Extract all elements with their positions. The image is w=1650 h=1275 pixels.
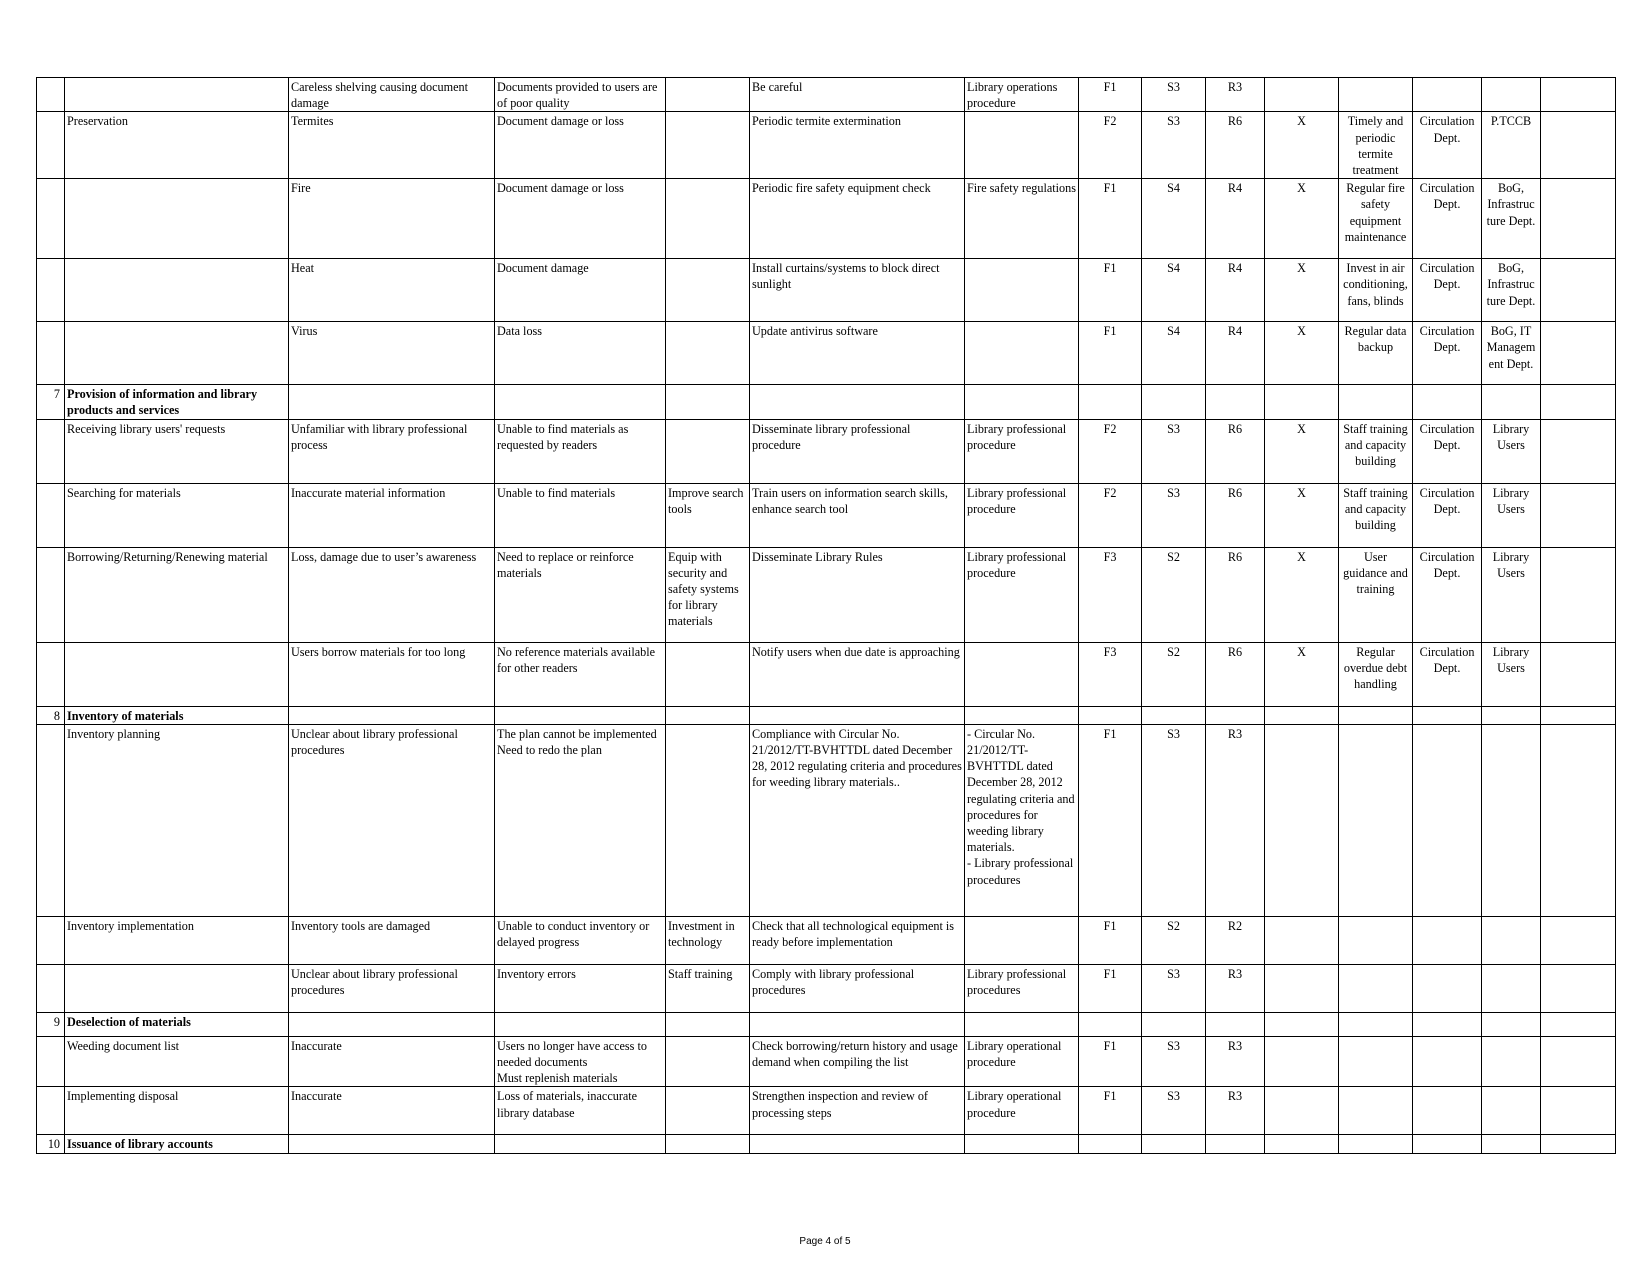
responsible-unit — [1413, 385, 1482, 419]
treatment-flag — [1265, 916, 1339, 964]
row-number: 10 — [37, 1135, 65, 1153]
treatment-action: Staff training and capacity building — [1339, 419, 1413, 483]
process-step: Inventory of materials — [65, 706, 289, 724]
control-measure: Strengthen inspection and review of processing steps — [750, 1087, 965, 1135]
treatment-flag — [1265, 1135, 1339, 1153]
frequency-rating — [1079, 706, 1142, 724]
severity-rating: S3 — [1142, 78, 1206, 112]
treatment-action — [1339, 1135, 1413, 1153]
responsible-unit: Circulation Dept. — [1413, 179, 1482, 259]
severity-rating — [1142, 1012, 1206, 1036]
coordinating-unit: Library Users — [1482, 483, 1541, 547]
reference-document: Library professional procedure — [965, 547, 1079, 642]
frequency-rating: F1 — [1079, 322, 1142, 385]
row-number — [37, 483, 65, 547]
coordinating-unit — [1482, 706, 1541, 724]
row-number — [37, 112, 65, 179]
row-number — [37, 259, 65, 322]
frequency-rating — [1079, 385, 1142, 419]
treatment-flag: X — [1265, 547, 1339, 642]
consequence: Inventory errors — [495, 964, 666, 1012]
preventive-measure — [666, 1087, 750, 1135]
risk-rating: R3 — [1206, 1036, 1265, 1087]
row-number — [37, 1036, 65, 1087]
reference-document — [965, 706, 1079, 724]
treatment-flag — [1265, 964, 1339, 1012]
risk-rating: R3 — [1206, 964, 1265, 1012]
treatment-action: Staff training and capacity building — [1339, 483, 1413, 547]
risk-register-table — [36, 77, 1616, 1154]
notes-cell — [1541, 385, 1616, 419]
process-step: Inventory implementation — [65, 916, 289, 964]
coordinating-unit: BoG, Infrastruc ture Dept. — [1482, 179, 1541, 259]
control-measure: Update antivirus software — [750, 322, 965, 385]
control-measure — [750, 706, 965, 724]
preventive-measure — [666, 642, 750, 706]
notes-cell — [1541, 322, 1616, 385]
risk-description: Inaccurate — [289, 1036, 495, 1087]
responsible-unit — [1413, 1036, 1482, 1087]
control-measure: Disseminate Library Rules — [750, 547, 965, 642]
row-number — [37, 419, 65, 483]
control-measure: Install curtains/systems to block direct sunlight — [750, 259, 965, 322]
responsible-unit — [1413, 78, 1482, 112]
coordinating-unit — [1482, 385, 1541, 419]
coordinating-unit — [1482, 1036, 1541, 1087]
treatment-flag — [1265, 1087, 1339, 1135]
table-row — [37, 724, 1616, 916]
treatment-flag: X — [1265, 179, 1339, 259]
reference-document: - Circular No. 21/2012/TT-BVHTTDL dated December 28, 2012 regulating criteria and procedures for weeding library materials. - Library professional procedures — [965, 724, 1079, 916]
control-measure: Periodic termite extermination — [750, 112, 965, 179]
table-row — [37, 547, 1616, 642]
table-row — [37, 916, 1616, 964]
process-step: Receiving library users' requests — [65, 419, 289, 483]
reference-document — [965, 259, 1079, 322]
table-row — [37, 259, 1616, 322]
reference-document: Library professional procedure — [965, 483, 1079, 547]
responsible-unit: Circulation Dept. — [1413, 547, 1482, 642]
control-measure — [750, 385, 965, 419]
consequence — [495, 1012, 666, 1036]
severity-rating: S3 — [1142, 1087, 1206, 1135]
severity-rating — [1142, 1135, 1206, 1153]
consequence: Data loss — [495, 322, 666, 385]
severity-rating: S2 — [1142, 547, 1206, 642]
reference-document — [965, 112, 1079, 179]
consequence: Unable to conduct inventory or delayed progress — [495, 916, 666, 964]
table-row — [37, 1087, 1616, 1135]
control-measure — [750, 1135, 965, 1153]
responsible-unit: Circulation Dept. — [1413, 483, 1482, 547]
frequency-rating — [1079, 1012, 1142, 1036]
coordinating-unit: P.TCCB — [1482, 112, 1541, 179]
table-row — [37, 419, 1616, 483]
notes-cell — [1541, 1135, 1616, 1153]
preventive-measure — [666, 1036, 750, 1087]
frequency-rating: F1 — [1079, 78, 1142, 112]
notes-cell — [1541, 1012, 1616, 1036]
treatment-action: Regular fire safety equipment maintenance — [1339, 179, 1413, 259]
responsible-unit: Circulation Dept. — [1413, 112, 1482, 179]
notes-cell — [1541, 179, 1616, 259]
consequence: The plan cannot be implemented Need to redo the plan — [495, 724, 666, 916]
notes-cell — [1541, 1087, 1616, 1135]
frequency-rating: F1 — [1079, 1087, 1142, 1135]
row-number: 7 — [37, 385, 65, 419]
severity-rating: S3 — [1142, 112, 1206, 179]
process-step: Issuance of library accounts — [65, 1135, 289, 1153]
process-step: Weeding document list — [65, 1036, 289, 1087]
treatment-flag: X — [1265, 322, 1339, 385]
risk-description: Careless shelving causing document damage — [289, 78, 495, 112]
responsible-unit: Circulation Dept. — [1413, 419, 1482, 483]
frequency-rating: F2 — [1079, 483, 1142, 547]
responsible-unit — [1413, 964, 1482, 1012]
risk-rating: R4 — [1206, 179, 1265, 259]
coordinating-unit: Library Users — [1482, 547, 1541, 642]
control-measure: Check that all technological equipment is ready before implementation — [750, 916, 965, 964]
treatment-flag — [1265, 724, 1339, 916]
notes-cell — [1541, 642, 1616, 706]
treatment-action — [1339, 385, 1413, 419]
risk-description: Unclear about library professional procedures — [289, 724, 495, 916]
frequency-rating: F2 — [1079, 419, 1142, 483]
consequence: Users no longer have access to needed documents Must replenish materials — [495, 1036, 666, 1087]
frequency-rating: F1 — [1079, 179, 1142, 259]
consequence — [495, 385, 666, 419]
coordinating-unit — [1482, 1012, 1541, 1036]
risk-rating: R3 — [1206, 1087, 1265, 1135]
process-step: Searching for materials — [65, 483, 289, 547]
consequence: Unable to find materials as requested by readers — [495, 419, 666, 483]
consequence: Documents provided to users are of poor quality — [495, 78, 666, 112]
severity-rating: S3 — [1142, 964, 1206, 1012]
coordinating-unit: Library Users — [1482, 642, 1541, 706]
process-step: Implementing disposal — [65, 1087, 289, 1135]
coordinating-unit — [1482, 1087, 1541, 1135]
process-step — [65, 642, 289, 706]
consequence: Need to replace or reinforce materials — [495, 547, 666, 642]
treatment-action — [1339, 916, 1413, 964]
reference-document — [965, 642, 1079, 706]
row-number — [37, 179, 65, 259]
responsible-unit — [1413, 916, 1482, 964]
row-number — [37, 1087, 65, 1135]
frequency-rating: F2 — [1079, 112, 1142, 179]
preventive-measure — [666, 419, 750, 483]
treatment-action: Regular overdue debt handling — [1339, 642, 1413, 706]
risk-description: Inaccurate material information — [289, 483, 495, 547]
risk-description: Unfamiliar with library professional process — [289, 419, 495, 483]
notes-cell — [1541, 916, 1616, 964]
treatment-action — [1339, 1012, 1413, 1036]
control-measure: Train users on information search skills, enhance search tool — [750, 483, 965, 547]
consequence: No reference materials available for other readers — [495, 642, 666, 706]
control-measure: Check borrowing/return history and usage demand when compiling the list — [750, 1036, 965, 1087]
coordinating-unit — [1482, 724, 1541, 916]
preventive-measure — [666, 1135, 750, 1153]
row-number — [37, 78, 65, 112]
preventive-measure — [666, 322, 750, 385]
consequence: Unable to find materials — [495, 483, 666, 547]
reference-document — [965, 322, 1079, 385]
coordinating-unit: BoG, IT Managem ent Dept. — [1482, 322, 1541, 385]
reference-document: Library operational procedure — [965, 1036, 1079, 1087]
treatment-action — [1339, 1087, 1413, 1135]
risk-rating: R3 — [1206, 78, 1265, 112]
notes-cell — [1541, 78, 1616, 112]
table-row — [37, 1012, 1616, 1036]
risk-rating: R4 — [1206, 322, 1265, 385]
process-step: Inventory planning — [65, 724, 289, 916]
treatment-flag — [1265, 78, 1339, 112]
consequence: Loss of materials, inaccurate library database — [495, 1087, 666, 1135]
row-number — [37, 547, 65, 642]
notes-cell — [1541, 419, 1616, 483]
responsible-unit: Circulation Dept. — [1413, 322, 1482, 385]
row-number — [37, 322, 65, 385]
treatment-flag: X — [1265, 419, 1339, 483]
preventive-measure — [666, 179, 750, 259]
notes-cell — [1541, 112, 1616, 179]
risk-rating: R2 — [1206, 916, 1265, 964]
risk-description: Loss, damage due to user’s awareness — [289, 547, 495, 642]
reference-document — [965, 916, 1079, 964]
severity-rating: S4 — [1142, 259, 1206, 322]
process-step — [65, 964, 289, 1012]
treatment-flag: X — [1265, 259, 1339, 322]
severity-rating: S2 — [1142, 916, 1206, 964]
table-row — [37, 112, 1616, 179]
treatment-action — [1339, 78, 1413, 112]
frequency-rating: F3 — [1079, 642, 1142, 706]
treatment-action: User guidance and training — [1339, 547, 1413, 642]
consequence: Document damage — [495, 259, 666, 322]
table-row — [37, 179, 1616, 259]
risk-description: Heat — [289, 259, 495, 322]
control-measure: Compliance with Circular No. 21/2012/TT-BVHTTDL dated December 28, 2012 regulating criteria and procedures for weeding library materials.. — [750, 724, 965, 916]
preventive-measure: Equip with security and safety systems for library materials — [666, 547, 750, 642]
process-step — [65, 322, 289, 385]
treatment-flag — [1265, 706, 1339, 724]
reference-document: Library operations procedure — [965, 78, 1079, 112]
risk-description — [289, 1012, 495, 1036]
preventive-measure: Investment in technology — [666, 916, 750, 964]
severity-rating: S4 — [1142, 322, 1206, 385]
risk-rating: R6 — [1206, 112, 1265, 179]
risk-description: Unclear about library professional procedures — [289, 964, 495, 1012]
control-measure: Be careful — [750, 78, 965, 112]
preventive-measure — [666, 112, 750, 179]
treatment-action — [1339, 1036, 1413, 1087]
coordinating-unit: Library Users — [1482, 419, 1541, 483]
treatment-flag — [1265, 1012, 1339, 1036]
control-measure — [750, 1012, 965, 1036]
reference-document — [965, 1135, 1079, 1153]
responsible-unit — [1413, 724, 1482, 916]
frequency-rating: F1 — [1079, 259, 1142, 322]
responsible-unit — [1413, 706, 1482, 724]
consequence: Document damage or loss — [495, 112, 666, 179]
risk-rating — [1206, 1012, 1265, 1036]
risk-description — [289, 1135, 495, 1153]
table-row — [37, 385, 1616, 419]
preventive-measure: Improve search tools — [666, 483, 750, 547]
consequence — [495, 1135, 666, 1153]
preventive-measure — [666, 78, 750, 112]
control-measure: Notify users when due date is approaching — [750, 642, 965, 706]
risk-rating: R6 — [1206, 483, 1265, 547]
notes-cell — [1541, 547, 1616, 642]
coordinating-unit — [1482, 964, 1541, 1012]
control-measure: Comply with library professional procedures — [750, 964, 965, 1012]
risk-description: Users borrow materials for too long — [289, 642, 495, 706]
frequency-rating — [1079, 1135, 1142, 1153]
preventive-measure — [666, 724, 750, 916]
table-row — [37, 1036, 1616, 1087]
treatment-flag: X — [1265, 483, 1339, 547]
row-number: 8 — [37, 706, 65, 724]
treatment-action: Timely and periodic termite treatment — [1339, 112, 1413, 179]
process-step: Preservation — [65, 112, 289, 179]
treatment-action — [1339, 724, 1413, 916]
risk-rating — [1206, 1135, 1265, 1153]
severity-rating: S2 — [1142, 642, 1206, 706]
risk-description: Termites — [289, 112, 495, 179]
reference-document — [965, 1012, 1079, 1036]
notes-cell — [1541, 964, 1616, 1012]
treatment-action: Invest in air conditioning, fans, blinds — [1339, 259, 1413, 322]
frequency-rating: F1 — [1079, 964, 1142, 1012]
table-row — [37, 706, 1616, 724]
reference-document: Library professional procedure — [965, 419, 1079, 483]
responsible-unit: Circulation Dept. — [1413, 259, 1482, 322]
notes-cell — [1541, 483, 1616, 547]
table-row — [37, 642, 1616, 706]
severity-rating — [1142, 385, 1206, 419]
control-measure: Periodic fire safety equipment check — [750, 179, 965, 259]
process-step: Borrowing/Returning/Renewing material — [65, 547, 289, 642]
risk-description: Inventory tools are damaged — [289, 916, 495, 964]
responsible-unit — [1413, 1135, 1482, 1153]
reference-document — [965, 385, 1079, 419]
row-number — [37, 964, 65, 1012]
responsible-unit — [1413, 1087, 1482, 1135]
preventive-measure — [666, 385, 750, 419]
coordinating-unit — [1482, 1135, 1541, 1153]
frequency-rating: F3 — [1079, 547, 1142, 642]
risk-description — [289, 706, 495, 724]
frequency-rating: F1 — [1079, 916, 1142, 964]
reference-document: Fire safety regulations — [965, 179, 1079, 259]
preventive-measure: Staff training — [666, 964, 750, 1012]
frequency-rating: F1 — [1079, 1036, 1142, 1087]
table-row — [37, 1135, 1616, 1153]
treatment-action: Regular data backup — [1339, 322, 1413, 385]
severity-rating — [1142, 706, 1206, 724]
frequency-rating: F1 — [1079, 724, 1142, 916]
row-number: 9 — [37, 1012, 65, 1036]
risk-rating: R6 — [1206, 642, 1265, 706]
treatment-flag — [1265, 385, 1339, 419]
row-number — [37, 642, 65, 706]
risk-rating — [1206, 385, 1265, 419]
reference-document: Library operational procedure — [965, 1087, 1079, 1135]
coordinating-unit: BoG, Infrastruc ture Dept. — [1482, 259, 1541, 322]
severity-rating: S3 — [1142, 419, 1206, 483]
responsible-unit: Circulation Dept. — [1413, 642, 1482, 706]
treatment-action — [1339, 964, 1413, 1012]
notes-cell — [1541, 706, 1616, 724]
risk-rating: R3 — [1206, 724, 1265, 916]
coordinating-unit — [1482, 916, 1541, 964]
treatment-flag — [1265, 1036, 1339, 1087]
severity-rating: S3 — [1142, 483, 1206, 547]
severity-rating: S3 — [1142, 724, 1206, 916]
notes-cell — [1541, 1036, 1616, 1087]
process-step — [65, 259, 289, 322]
consequence — [495, 706, 666, 724]
row-number — [37, 916, 65, 964]
severity-rating: S3 — [1142, 1036, 1206, 1087]
reference-document: Library professional procedures — [965, 964, 1079, 1012]
table-row — [37, 964, 1616, 1012]
control-measure: Disseminate library professional procedure — [750, 419, 965, 483]
responsible-unit — [1413, 1012, 1482, 1036]
risk-rating: R6 — [1206, 419, 1265, 483]
process-step: Provision of information and library products and services — [65, 385, 289, 419]
coordinating-unit — [1482, 78, 1541, 112]
preventive-measure — [666, 1012, 750, 1036]
notes-cell — [1541, 724, 1616, 916]
risk-description: Fire — [289, 179, 495, 259]
consequence: Document damage or loss — [495, 179, 666, 259]
process-step — [65, 179, 289, 259]
risk-rating: R6 — [1206, 547, 1265, 642]
notes-cell — [1541, 259, 1616, 322]
table-row — [37, 483, 1616, 547]
severity-rating: S4 — [1142, 179, 1206, 259]
treatment-flag: X — [1265, 642, 1339, 706]
risk-rating — [1206, 706, 1265, 724]
risk-description: Inaccurate — [289, 1087, 495, 1135]
row-number — [37, 724, 65, 916]
risk-rating: R4 — [1206, 259, 1265, 322]
risk-description: Virus — [289, 322, 495, 385]
treatment-flag: X — [1265, 112, 1339, 179]
table-row — [37, 78, 1616, 112]
page-number: Page 4 of 5 — [799, 1236, 851, 1247]
risk-description — [289, 385, 495, 419]
process-step — [65, 78, 289, 112]
preventive-measure — [666, 259, 750, 322]
process-step: Deselection of materials — [65, 1012, 289, 1036]
treatment-action — [1339, 706, 1413, 724]
preventive-measure — [666, 706, 750, 724]
table-row — [37, 322, 1616, 385]
